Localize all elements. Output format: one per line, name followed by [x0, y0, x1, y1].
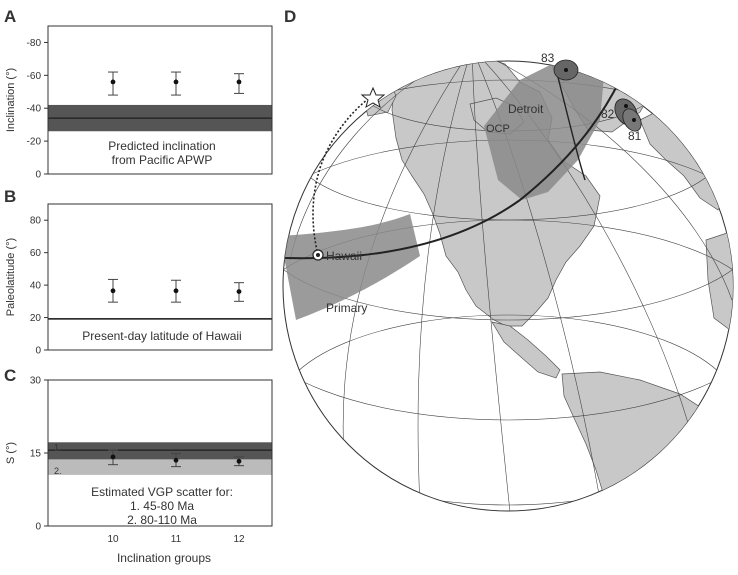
- label-pole-82: 82: [601, 107, 615, 121]
- chart-inclination: [5, 26, 272, 181]
- y-tick-label: 30: [29, 375, 41, 387]
- label-hawaii: Hawaii: [326, 249, 363, 263]
- y-tick-label: -60: [26, 70, 41, 82]
- label-primary: Primary: [326, 301, 368, 315]
- annotation-line: 1. 45-80 Ma: [129, 499, 195, 513]
- data-point: [237, 80, 242, 85]
- data-point: [111, 454, 116, 459]
- x-tick-label: 11: [170, 534, 182, 545]
- y-axis-label: Paleolatitude (°): [5, 237, 17, 317]
- globe-map: [248, 10, 738, 512]
- pole-dot-83: [564, 68, 568, 72]
- y-tick-label: 0: [35, 169, 41, 181]
- annotation-line: from Pacific APWP: [111, 153, 213, 167]
- x-tick-label: 12: [233, 534, 245, 545]
- y-tick-label: 15: [29, 448, 41, 460]
- label-pole-83: 83: [541, 51, 555, 65]
- data-point: [111, 80, 116, 85]
- y-tick-label: 0: [35, 521, 41, 533]
- x-tick-label: 10: [107, 534, 119, 545]
- y-tick-label: -80: [26, 37, 41, 49]
- pole-dot-82: [624, 104, 628, 108]
- annotation-line: Predicted inclination: [108, 139, 216, 153]
- scatter-band-label-2: 2.: [54, 465, 62, 476]
- panel-letter-a: A: [4, 7, 17, 26]
- y-axis-label: S (°): [5, 441, 17, 465]
- data-point: [237, 289, 242, 294]
- y-tick-label: -20: [26, 136, 41, 148]
- y-tick-label: 60: [29, 248, 41, 260]
- panel-letter-c: C: [4, 366, 17, 385]
- y-tick-label: 40: [29, 280, 41, 292]
- chart-vgp-scatter: [5, 376, 272, 566]
- scatter-band-label-1: 1.: [54, 442, 62, 453]
- data-point: [174, 288, 179, 293]
- y-tick-label: 0: [35, 345, 41, 357]
- label-ocp: OCP: [486, 123, 510, 135]
- x-axis-label: Inclination groups: [116, 551, 212, 565]
- panel-letter-b: B: [4, 187, 17, 206]
- hawaii-marker-dot: [316, 253, 320, 257]
- y-tick-label: 80: [29, 215, 41, 227]
- y-axis-label: Inclination (°): [5, 67, 17, 133]
- chart-paleolatitude: [5, 204, 272, 357]
- annotation-line: 2. 80-110 Ma: [127, 513, 197, 527]
- pole-dot-81: [632, 118, 636, 122]
- data-point: [174, 80, 179, 85]
- data-point: [111, 288, 116, 293]
- panel-letter-d: D: [284, 7, 297, 26]
- data-point: [174, 458, 179, 463]
- label-detroit: Detroit: [508, 102, 544, 116]
- data-point: [237, 459, 242, 464]
- annotation-line: Estimated VGP scatter for:: [91, 485, 233, 499]
- y-tick-label: -40: [26, 103, 41, 115]
- y-tick-label: 20: [29, 313, 41, 325]
- annotation-line: Present-day latitude of Hawaii: [82, 329, 242, 343]
- label-pole-81: 81: [628, 129, 642, 143]
